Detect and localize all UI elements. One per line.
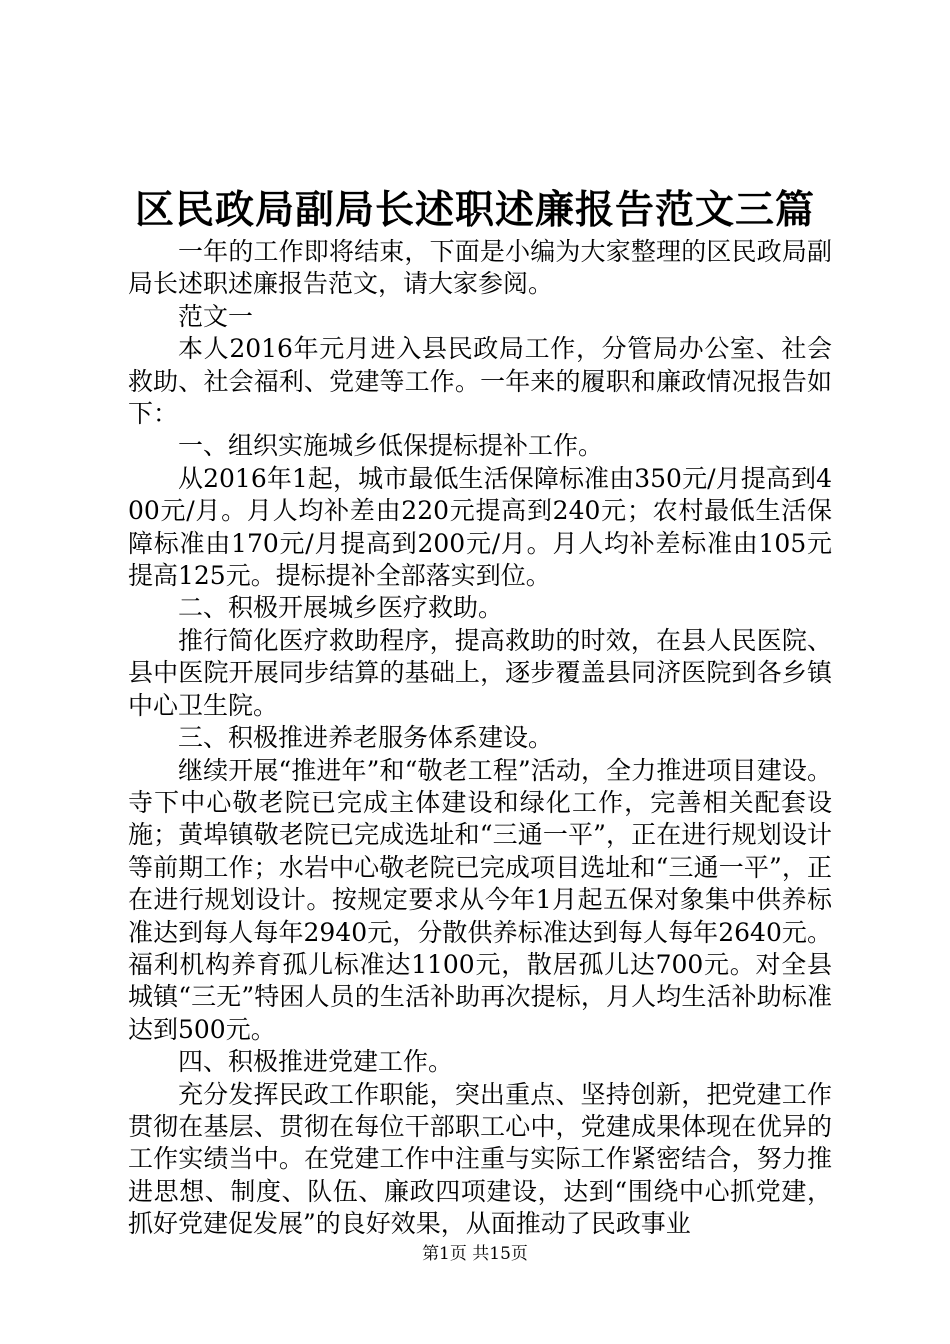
paragraph-4: 充分发挥民政工作职能，突出重点、坚持创新，把党建工作贯彻在基层、贯彻在每位干部职工心中，党建成果体现在优异的工作实绩当中。在党建工作中注重与实际工作紧密结合，努力推进思想、制度、队伍、廉政四项建设，达到“围绕中心抓党建，抓好党建促发展”的良好效果，从面推动了民政事业 [128, 1079, 832, 1239]
document-body [128, 236, 832, 1241]
paragraph-overview: 本人2016年元月进入县民政局工作，分管局办公室、社会救助、社会福利、党建等工作。一年来的履职和廉政情况报告如下： [128, 334, 832, 429]
paragraph-intro: 一年的工作即将结束，下面是小编为大家整理的区民政局副局长述职述廉报告范文，请大家参阅。 [128, 237, 832, 299]
heading-2: 二、积极开展城乡医疗救助。 [178, 593, 504, 623]
section-label-sample-one: 范文一 [178, 301, 254, 331]
heading-3: 三、积极推进养老服务体系建设。 [178, 723, 554, 753]
document-title: 区民政局副局长述职述廉报告范文三篇 [134, 187, 815, 233]
page-footer: 第1页 共15页 [422, 1244, 528, 1264]
heading-4: 四、积极推进党建工作。 [178, 1047, 454, 1077]
heading-1: 一、组织实施城乡低保提标提补工作。 [178, 431, 604, 461]
paragraph-3: 继续开展“推进年”和“敬老工程”活动，全力推进项目建设。寺下中心敬老院已完成主体建设和绿化工作，完善相关配套设施；黄埠镇敬老院已完成选址和“三通一平”，正在进行规划设计等前期工作；水岩中心敬老院已完成项目选址和“三通一平”，正在进行规划设计。按规定要求从今年1月起五保对象集中供养标准达到每人每年2940元，分散供养标准达到每人每年2640元。福利机构养育孤儿标准达1100元，散居孤儿达700元。对全县城镇“三无”特困人员的生活补助再次提标，月人均生活补助标准达到500元。 [128, 755, 832, 1044]
paragraph-1: 从2016年1起，城市最低生活保障标准由350元/月提高到400元/月。月人均补差由220元提高到240元；农村最低生活保障标准由170元/月提高到200元/月。月人均补差标准由105元提高125元。提标提补全部落实到位。 [128, 463, 832, 591]
paragraph-2: 推行简化医疗救助程序，提高救助的时效，在县人民医院、县中医院开展同步结算的基础上，逐步覆盖县同济医院到各乡镇中心卫生院。 [128, 625, 832, 720]
